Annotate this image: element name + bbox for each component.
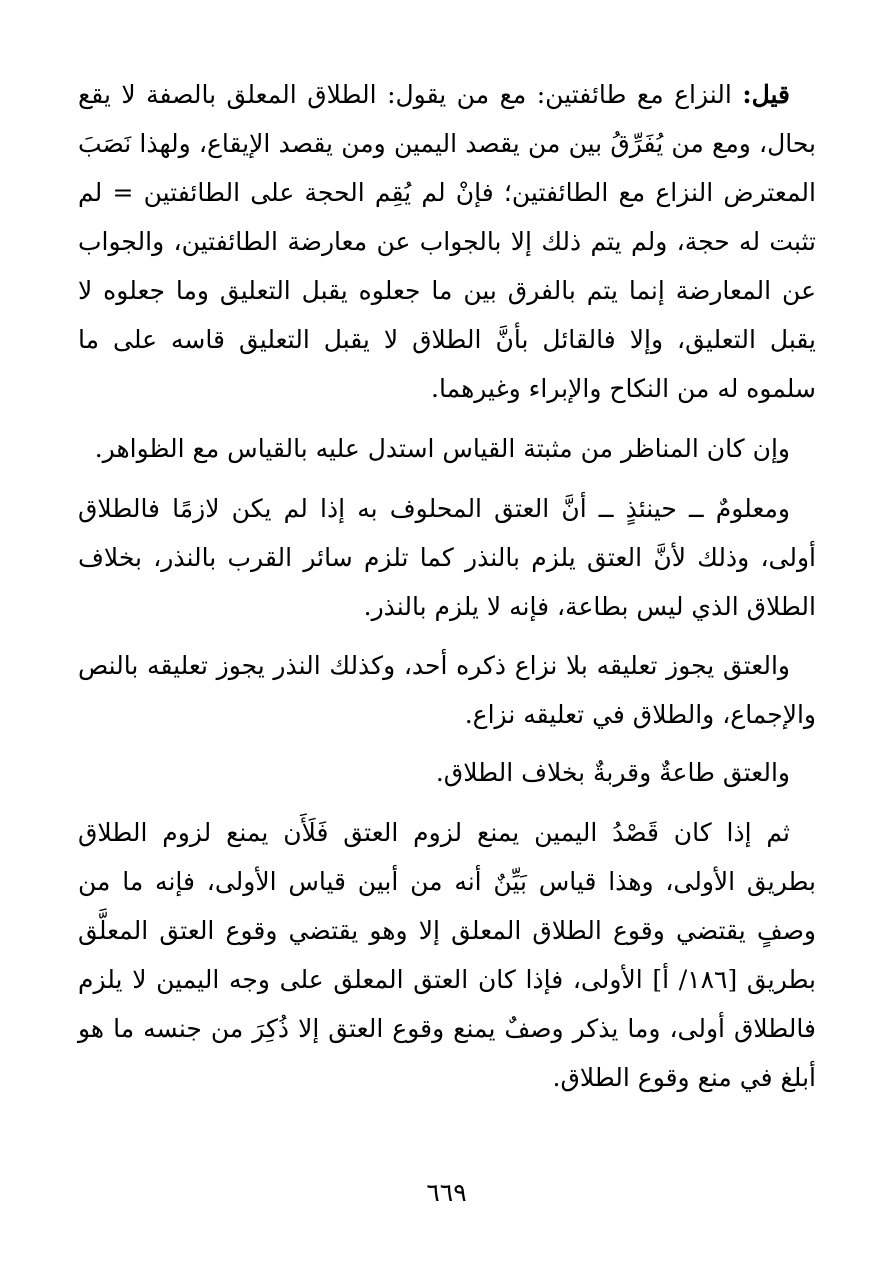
paragraph-text: وإن كان المناظر من مثبتة القياس استدل عليه بالقياس مع الظواهر.	[94, 434, 790, 463]
paragraph-5	[78, 748, 816, 797]
paragraph-1	[78, 70, 816, 413]
paragraph-text: والعتق طاعةٌ وقربةٌ بخلاف الطلاق.	[435, 758, 790, 787]
page-body	[78, 70, 816, 1102]
paragraph-text: ومعلومٌ ــ حينئذٍ ــ أنَّ العتق المحلوف به إذا لم يكن لازمًا فالطلاق أولى، وذلك لأنَّ العتق يلزم بالنذر كما تلزم سائر القرب بالنذر، بخلاف الطلاق الذي ليس بطاعة، فإنه لا يلزم بالنذر.	[78, 494, 816, 621]
page-number: ٦٦٩	[426, 1178, 467, 1207]
paragraph-4	[78, 641, 816, 739]
paragraph-2	[78, 424, 816, 473]
paragraph-text: النزاع مع طائفتين: مع من يقول: الطلاق المعلق بالصفة لا يقع بحال، ومع من يُفَرِّقُ بين من يقصد اليمين ومن يقصد الإيقاع، ولهذا نَصَبَ المعترض النزاع مع الطائفتين؛ فإنْ لم يُقِم الحجة على الطائفتين = لم تثبت له حجة، ولم يتم ذلك إلا بالجواب عن معارضة الطائفتين، والجواب عن المعارضة إنما يتم بالفرق بين ما جعلوه يقبل التعليق وما جعلوه لا يقبل التعليق، وإلا فالقائل بأنَّ الطلاق لا يقبل التعليق قاسه على ما سلموه له من النكاح والإبراء وغيرهما.	[78, 80, 816, 403]
paragraph-text: ثم إذا كان قَصْدُ اليمين يمنع لزوم العتق فَلَأَن يمنع لزوم الطلاق بطريق الأولى، وهذا قياس بَيِّنٌ أنه من أبين قياس الأولى، فإنه ما من وصفٍ يقتضي وقوع الطلاق المعلق إلا وهو يقتضي وقوع العتق المعلَّق بطريق [١٨٦/ أ] الأولى، فإذا كان العتق المعلق على وجه اليمين لا يلزم فالطلاق أولى، وما يذكر وصفٌ يمنع وقوع العتق إلا ذُكِرَ من جنسه ما هو أبلغ في منع وقوع الطلاق.	[78, 818, 816, 1092]
paragraph-6	[78, 808, 816, 1102]
paragraph-text: والعتق يجوز تعليقه بلا نزاع ذكره أحد، وكذلك النذر يجوز تعليقه بالنص والإجماع، والطلاق في تعليقه نزاع.	[78, 651, 816, 729]
paragraph-3	[78, 484, 816, 631]
paragraph-lead: قيل:	[742, 80, 790, 109]
